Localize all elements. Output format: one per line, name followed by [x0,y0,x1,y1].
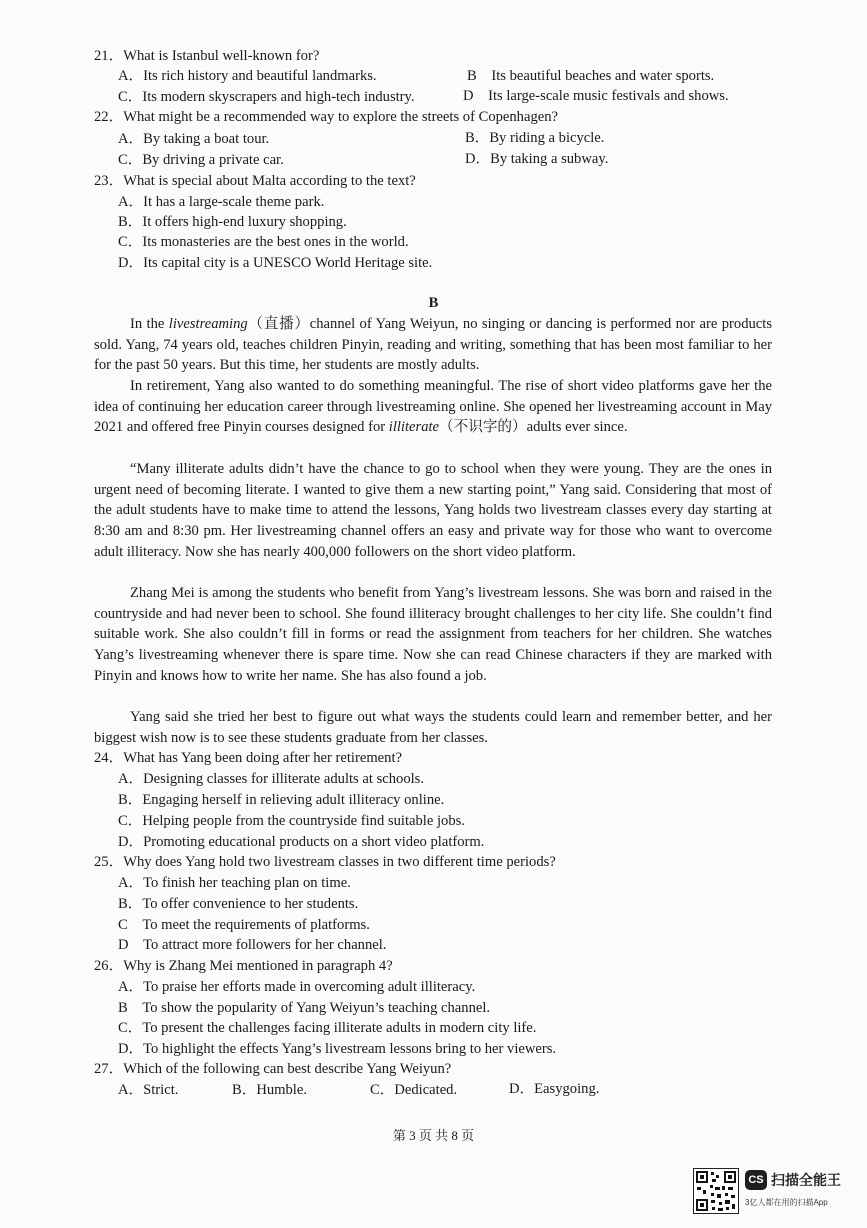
question-21-option-a: A．Its rich history and beautiful landmarks. [118,68,377,84]
question-25-option-c: C To meet the requirements of platforms. [118,917,370,933]
question-27-option-d: D．Easygoing. [509,1081,600,1097]
question-25-option-a: A．To finish her teaching plan on time. [118,875,351,891]
question-24-stem: 24．What has Yang been doing after her retirement? [94,750,402,766]
question-25-stem: 25．Why does Yang hold two livestream classes in two different time periods? [94,854,556,870]
question-21-option-c: C．Its modern skyscrapers and high-tech industry. [118,89,415,105]
section-heading: B [428,295,439,311]
question-27-option-c: C．Dedicated. [370,1082,458,1098]
paragraph-1-lead: In the [130,316,169,332]
question-25-option-d: D To attract more followers for her channel. [118,937,387,953]
question-26-option-c: C．To present the challenges facing illiterate adults in modern city life. [118,1020,537,1036]
question-27-stem: 27．Which of the following can best describe Yang Weiyun? [94,1061,452,1077]
question-22-option-b: B．By riding a bicycle. [465,130,605,146]
question-25-option-b: B．To offer convenience to her students. [118,896,359,912]
question-23-option-d: D．Its capital city is a UNESCO World Heritage site. [118,255,433,271]
paragraph-2-lead: In retirement, Yang also wanted to do something meaningful. The rise of short video platforms gave her the idea of continuing her education career through livestreaming online. She opened her livestreaming account in May 2021 and offered free Pinyin courses designed for [94,378,772,436]
question-24-option-c: C．Helping people from the countryside find suitable jobs. [118,813,465,829]
paragraph-1-body: （直播）channel of Yang Weiyun, no singing or dancing is performed nor are products sold. Yang, 74 years old, teaches children Pinyin, reading and writing, something that has been most familiar to her for the past 50 years. But this time, her students are mostly adults. [94,316,772,374]
passage-paragraph-4: Zhang Mei is among the students who benefit from Yang’s livestream lessons. She was born and raised in the countryside and had never been to school. She found illiteracy brought challenges to her city life. She couldn’t find suitable work. She also couldn’t fill in forms or read the assignment from teachers for her children. She watches Yang’s livestreaming whenever there is spare time. Now she can read Chinese characters if they are marked with Pinyin and knows how to write her name. She has also found a job. [94,585,772,684]
paragraph-2-body: （不识字的）adults ever since. [439,419,628,436]
question-22-option-c: C．By driving a private car. [118,152,284,168]
page-number: 第 3 页 共 8 页 [392,1128,475,1143]
camscanner-logo-icon: CS [745,1170,767,1190]
question-27-option-a: A．Strict. [118,1082,179,1098]
question-23-option-c: C．Its monasteries are the best ones in the world. [118,234,409,250]
passage-paragraph-2 [94,376,772,438]
question-21-option-d: D Its large-scale music festivals and shows. [463,88,729,104]
question-23-option-a: A．It has a large-scale theme park. [118,194,325,210]
question-24-option-b: B．Engaging herself in relieving adult illiteracy online. [118,792,445,808]
question-24-option-a: A．Designing classes for illiterate adults at schools. [118,771,424,787]
scanner-watermark [693,1168,861,1214]
passage-paragraph-3: “Many illiterate adults didn’t have the chance to go to school when they were young. They are the ones in urgent need of becoming literate. I wanted to give them a new starting point,” Yang said. Considering that most of the adult students have to make time to attend the lessons, Yang holds two livestream classes every day starting at 8:30 am and 8:30 pm. Her livestreaming channel offers an easy and private way for those who want to overcome adult illiteracy. Now she has nearly 400,000 followers on the short video platform. [94,461,772,560]
question-22-stem: 22．What might be a recommended way to explore the streets of Copenhagen? [94,109,559,125]
question-23-stem: 23．What is special about Malta according to the text? [94,173,416,189]
question-21-option-b: B Its beautiful beaches and water sports. [467,68,715,84]
question-26-option-d: D．To highlight the effects Yang’s livestream lessons bring to her viewers. [118,1041,557,1057]
passage-paragraph-1 [94,314,772,376]
question-24-option-d: D．Promoting educational products on a short video platform. [118,834,485,850]
question-26-option-a: A．To praise her efforts made in overcoming adult illiteracy. [118,979,476,995]
question-23-option-b: B．It offers high-end luxury shopping. [118,214,347,230]
term-illiterate: illiterate [388,419,440,436]
question-27-option-b: B．Humble. [232,1082,307,1098]
question-22-option-a: A．By taking a boat tour. [118,131,270,147]
term-livestreaming: livestreaming [168,316,248,332]
question-22-option-d: D．By taking a subway. [465,151,609,167]
question-21-stem: 21．What is Istanbul well-known for? [94,48,320,64]
brand-tagline: 3亿人都在用的扫描App [745,1198,828,1207]
question-26-option-b: B To show the popularity of Yang Weiyun’s teaching channel. [118,1000,491,1016]
passage-paragraph-5: Yang said she tried her best to figure out what ways the students could learn and remember better, and her biggest wish now is to see these students graduate from her classes. [94,709,772,746]
question-26-stem: 26．Why is Zhang Mei mentioned in paragraph 4? [94,958,393,974]
qr-code-icon [693,1168,739,1214]
brand-name: 扫描全能王 [771,1172,841,1188]
